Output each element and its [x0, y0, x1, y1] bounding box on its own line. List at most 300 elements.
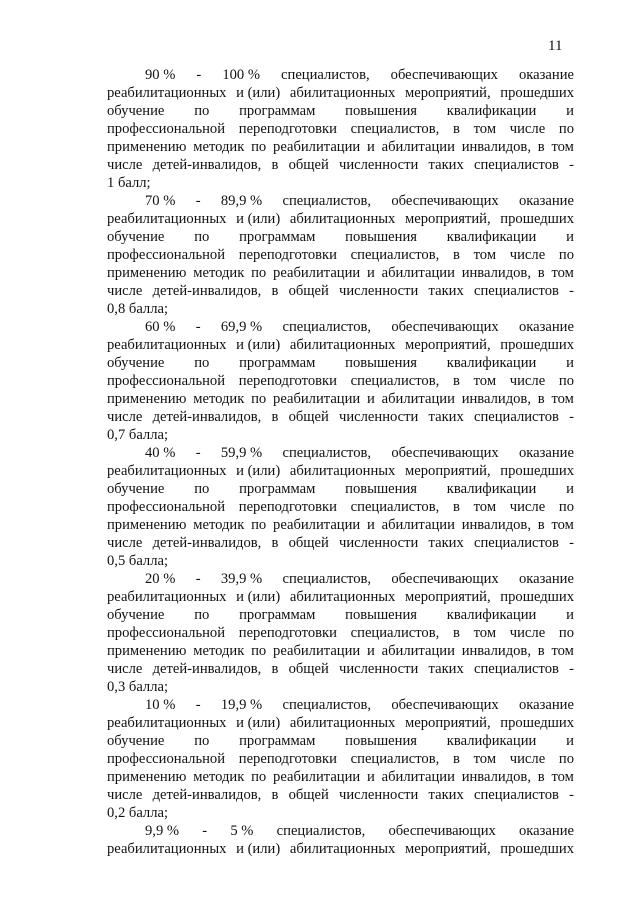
- word: реабилитационных: [107, 715, 227, 731]
- word: в: [537, 391, 545, 407]
- word: по: [558, 247, 574, 263]
- word: применению: [107, 265, 187, 281]
- word: переподготовки: [238, 247, 337, 263]
- word: по: [251, 643, 267, 659]
- word: в: [271, 409, 279, 425]
- word: профессиональной: [107, 373, 226, 389]
- word: абилитационных: [289, 715, 396, 731]
- word: -: [569, 787, 574, 803]
- word: инвалидов,: [461, 769, 531, 785]
- word: и: [367, 139, 375, 155]
- word: квалификации: [446, 355, 537, 371]
- word: численности: [339, 409, 419, 425]
- word: по: [194, 733, 210, 749]
- word: реабилитации: [273, 139, 361, 155]
- word: специалистов,: [282, 697, 372, 713]
- text-line: [107, 264, 574, 282]
- word: в: [452, 499, 460, 515]
- text-line: [107, 588, 574, 606]
- word: детей-инвалидов,: [152, 787, 262, 803]
- word: 60 %: [145, 319, 176, 335]
- word: в: [452, 121, 460, 137]
- page-number: 11: [548, 38, 563, 54]
- text-line: [107, 408, 574, 426]
- word: абилитации: [381, 517, 455, 533]
- word: и (или): [236, 841, 281, 857]
- word: по: [194, 103, 210, 119]
- text-line: [107, 462, 574, 480]
- word: и (или): [236, 337, 281, 353]
- text-line: [107, 678, 574, 696]
- word: 0,7 балла;: [107, 427, 169, 443]
- word: 9,9 %: [145, 823, 180, 839]
- word: и: [566, 103, 574, 119]
- word: обеспечивающих: [391, 445, 499, 461]
- word: 19,9 %: [220, 697, 263, 713]
- word: оказание: [518, 445, 574, 461]
- text-line: [107, 750, 574, 768]
- word: специалистов: [473, 409, 559, 425]
- word: таких: [428, 535, 464, 551]
- word: мероприятий,: [405, 85, 491, 101]
- text-line: [107, 714, 574, 732]
- word: числе: [509, 625, 546, 641]
- word: реабилитационных: [107, 85, 227, 101]
- word: общей: [288, 787, 329, 803]
- word: по: [251, 517, 267, 533]
- word: в: [271, 157, 279, 173]
- word: в: [537, 517, 545, 533]
- word: обеспечивающих: [391, 319, 499, 335]
- word: специалистов,: [350, 121, 440, 137]
- word: -: [195, 193, 201, 209]
- text-line: [107, 516, 574, 534]
- word: общей: [288, 157, 329, 173]
- word: -: [569, 535, 574, 551]
- word: инвалидов,: [461, 391, 531, 407]
- word: в: [271, 787, 279, 803]
- word: числе: [509, 499, 546, 515]
- word: обеспечивающих: [391, 697, 499, 713]
- text-line: [107, 732, 574, 750]
- text-line: [107, 138, 574, 156]
- word: -: [569, 661, 574, 677]
- word: методик: [193, 769, 245, 785]
- word: -: [569, 409, 574, 425]
- word: 20 %: [145, 571, 176, 587]
- word: -: [202, 823, 208, 839]
- word: реабилитации: [273, 643, 361, 659]
- word: обучение: [107, 103, 165, 119]
- word: мероприятий,: [405, 715, 491, 731]
- word: в: [537, 643, 545, 659]
- text-line: [107, 102, 574, 120]
- word: реабилитационных: [107, 337, 227, 353]
- word: 5 %: [230, 823, 254, 839]
- word: по: [194, 607, 210, 623]
- word: детей-инвалидов,: [152, 283, 262, 299]
- word: специалистов,: [350, 499, 440, 515]
- word: абилитационных: [289, 841, 396, 857]
- word: в: [271, 283, 279, 299]
- text-line: [107, 390, 574, 408]
- word: том: [473, 625, 497, 641]
- word: числе: [107, 535, 143, 551]
- text-line: [107, 786, 574, 804]
- word: детей-инвалидов,: [152, 535, 262, 551]
- word: в: [452, 247, 460, 263]
- text-line: [107, 768, 574, 786]
- word: обучение: [107, 733, 165, 749]
- word: методик: [193, 517, 245, 533]
- text-line: [107, 84, 574, 102]
- word: применению: [107, 139, 187, 155]
- word: прошедших: [500, 841, 574, 857]
- word: численности: [339, 787, 419, 803]
- paragraph-first-line: [145, 318, 574, 336]
- word: специалистов,: [276, 823, 366, 839]
- word: и (или): [236, 589, 281, 605]
- word: квалификации: [446, 607, 537, 623]
- word: профессиональной: [107, 751, 226, 767]
- text-line: [107, 300, 574, 318]
- word: 100 %: [222, 67, 261, 83]
- word: переподготовки: [238, 625, 337, 641]
- word: прошедших: [500, 589, 574, 605]
- word: 90 %: [145, 67, 176, 83]
- word: 89,9 %: [220, 193, 263, 209]
- paragraph-first-line: [145, 696, 574, 714]
- word: оказание: [518, 571, 574, 587]
- text-line: [107, 120, 574, 138]
- word: в: [452, 751, 460, 767]
- word: применению: [107, 643, 187, 659]
- word: числе: [509, 373, 546, 389]
- word: в: [271, 661, 279, 677]
- word: и: [566, 229, 574, 245]
- text-line: [107, 228, 574, 246]
- word: по: [558, 373, 574, 389]
- word: программам: [239, 733, 316, 749]
- word: методик: [193, 391, 245, 407]
- word: числе: [107, 661, 143, 677]
- word: реабилитации: [273, 265, 361, 281]
- word: числе: [509, 121, 546, 137]
- word: профессиональной: [107, 247, 226, 263]
- word: в: [537, 139, 545, 155]
- word: специалистов,: [350, 751, 440, 767]
- word: 70 %: [145, 193, 176, 209]
- paragraph-first-line: [145, 192, 574, 210]
- word: повышения: [345, 607, 417, 623]
- word: по: [194, 229, 210, 245]
- word: численности: [339, 661, 419, 677]
- word: программам: [239, 481, 316, 497]
- text-line: [107, 156, 574, 174]
- word: и (или): [236, 715, 281, 731]
- word: 0,8 балла;: [107, 301, 169, 317]
- word: в: [452, 625, 460, 641]
- word: программам: [239, 355, 316, 371]
- word: по: [558, 625, 574, 641]
- text-line: [107, 210, 574, 228]
- word: в: [537, 265, 545, 281]
- paragraph-first-line: [145, 570, 574, 588]
- word: переподготовки: [238, 499, 337, 515]
- word: общей: [288, 661, 329, 677]
- word: том: [551, 769, 574, 785]
- word: по: [251, 391, 267, 407]
- word: и: [566, 607, 574, 623]
- word: и: [367, 391, 375, 407]
- word: специалистов: [473, 535, 559, 551]
- word: применению: [107, 391, 187, 407]
- word: реабилитации: [273, 391, 361, 407]
- word: квалификации: [446, 229, 537, 245]
- text-line: [107, 840, 574, 858]
- word: обеспечивающих: [391, 571, 499, 587]
- word: методик: [193, 643, 245, 659]
- text-line: [107, 354, 574, 372]
- word: специалистов,: [282, 445, 372, 461]
- word: профессиональной: [107, 499, 226, 515]
- paragraph-first-line: [145, 822, 574, 840]
- word: программам: [239, 229, 316, 245]
- word: прошедших: [500, 337, 574, 353]
- word: обучение: [107, 229, 165, 245]
- word: том: [551, 391, 574, 407]
- word: таких: [428, 661, 464, 677]
- word: том: [473, 373, 497, 389]
- word: том: [473, 499, 497, 515]
- word: числе: [107, 283, 143, 299]
- word: специалистов,: [282, 193, 372, 209]
- word: абилитационных: [289, 85, 396, 101]
- paragraph-first-line: [145, 66, 574, 84]
- word: специалистов,: [350, 373, 440, 389]
- word: численности: [339, 157, 419, 173]
- word: и: [367, 769, 375, 785]
- word: оказание: [519, 823, 574, 839]
- word: -: [195, 445, 201, 461]
- word: 0,2 балла;: [107, 805, 169, 821]
- word: повышения: [345, 355, 417, 371]
- word: -: [195, 571, 201, 587]
- word: таких: [428, 157, 464, 173]
- text-line: [107, 624, 574, 642]
- word: и (или): [236, 463, 281, 479]
- word: общей: [288, 409, 329, 425]
- text-line: [107, 174, 574, 192]
- word: мероприятий,: [405, 463, 491, 479]
- word: применению: [107, 517, 187, 533]
- text-line: [107, 336, 574, 354]
- word: в: [452, 373, 460, 389]
- word: по: [251, 265, 267, 281]
- text-line: [107, 498, 574, 516]
- word: реабилитации: [273, 769, 361, 785]
- word: абилитационных: [289, 589, 396, 605]
- text-line: [107, 372, 574, 390]
- word: прошедших: [500, 715, 574, 731]
- word: абилитации: [381, 769, 455, 785]
- word: по: [194, 355, 210, 371]
- word: по: [558, 121, 574, 137]
- paragraph-first-line: [145, 444, 574, 462]
- word: обеспечивающих: [388, 823, 496, 839]
- text-line: [107, 660, 574, 678]
- word: квалификации: [446, 481, 537, 497]
- word: 40 %: [145, 445, 176, 461]
- word: 10 %: [145, 697, 176, 713]
- word: обучение: [107, 481, 165, 497]
- word: 0,3 балла;: [107, 679, 169, 695]
- word: абилитационных: [289, 337, 396, 353]
- word: 59,9 %: [220, 445, 263, 461]
- word: повышения: [345, 103, 417, 119]
- text-line: [107, 480, 574, 498]
- word: инвалидов,: [461, 517, 531, 533]
- word: реабилитационных: [107, 841, 227, 857]
- word: квалификации: [446, 733, 537, 749]
- word: применению: [107, 769, 187, 785]
- word: прошедших: [500, 85, 574, 101]
- word: численности: [339, 535, 419, 551]
- word: числе: [509, 751, 546, 767]
- word: -: [196, 67, 202, 83]
- word: абилитации: [381, 139, 455, 155]
- word: обучение: [107, 355, 165, 371]
- word: таких: [428, 283, 464, 299]
- word: специалистов: [473, 661, 559, 677]
- word: и: [367, 517, 375, 533]
- word: 1 балл;: [107, 175, 151, 191]
- word: численности: [339, 283, 419, 299]
- word: общей: [288, 283, 329, 299]
- word: профессиональной: [107, 625, 226, 641]
- word: профессиональной: [107, 121, 226, 137]
- word: таких: [428, 787, 464, 803]
- word: и: [566, 733, 574, 749]
- word: -: [195, 319, 201, 335]
- word: по: [194, 481, 210, 497]
- word: том: [551, 517, 574, 533]
- word: абилитации: [381, 265, 455, 281]
- word: том: [551, 139, 574, 155]
- word: числе: [107, 409, 143, 425]
- word: по: [251, 139, 267, 155]
- word: повышения: [345, 481, 417, 497]
- word: 69,9 %: [220, 319, 263, 335]
- word: прошедших: [500, 211, 574, 227]
- word: в: [271, 535, 279, 551]
- word: повышения: [345, 229, 417, 245]
- word: инвалидов,: [461, 139, 531, 155]
- word: оказание: [519, 67, 574, 83]
- word: обеспечивающих: [390, 67, 498, 83]
- word: числе: [509, 247, 546, 263]
- word: специалистов,: [281, 67, 370, 83]
- word: детей-инвалидов,: [152, 157, 262, 173]
- text-line: [107, 246, 574, 264]
- word: -: [195, 697, 201, 713]
- word: специалистов,: [350, 625, 440, 641]
- word: реабилитационных: [107, 211, 227, 227]
- word: специалистов,: [350, 247, 440, 263]
- text-line: [107, 552, 574, 570]
- word: обучение: [107, 607, 165, 623]
- text-line: [107, 642, 574, 660]
- word: -: [569, 283, 574, 299]
- word: оказание: [518, 697, 574, 713]
- word: квалификации: [446, 103, 537, 119]
- word: методик: [193, 139, 245, 155]
- word: и: [566, 355, 574, 371]
- text-line: [107, 282, 574, 300]
- word: обеспечивающих: [391, 193, 499, 209]
- word: инвалидов,: [461, 643, 531, 659]
- word: абилитации: [381, 391, 455, 407]
- word: повышения: [345, 733, 417, 749]
- word: по: [558, 751, 574, 767]
- word: и (или): [236, 85, 281, 101]
- word: таких: [428, 409, 464, 425]
- word: том: [473, 247, 497, 263]
- word: абилитационных: [289, 463, 396, 479]
- word: и: [367, 643, 375, 659]
- word: абилитации: [381, 643, 455, 659]
- word: мероприятий,: [405, 589, 491, 605]
- word: прошедших: [500, 463, 574, 479]
- word: специалистов,: [282, 319, 372, 335]
- word: программам: [239, 607, 316, 623]
- word: том: [473, 751, 497, 767]
- word: абилитационных: [289, 211, 396, 227]
- word: и (или): [236, 211, 281, 227]
- text-line: [107, 426, 574, 444]
- word: том: [551, 643, 574, 659]
- word: общей: [288, 535, 329, 551]
- word: оказание: [518, 319, 574, 335]
- text-line: [107, 804, 574, 822]
- word: и: [566, 481, 574, 497]
- word: реабилитации: [273, 517, 361, 533]
- word: числе: [107, 787, 143, 803]
- word: по: [251, 769, 267, 785]
- word: в: [537, 769, 545, 785]
- word: переподготовки: [238, 751, 337, 767]
- word: мероприятий,: [405, 211, 491, 227]
- word: том: [473, 121, 497, 137]
- word: специалистов: [473, 787, 559, 803]
- word: оказание: [518, 193, 574, 209]
- text-line: [107, 606, 574, 624]
- text-line: [107, 534, 574, 552]
- word: по: [558, 499, 574, 515]
- word: переподготовки: [238, 373, 337, 389]
- word: детей-инвалидов,: [152, 661, 262, 677]
- word: том: [551, 265, 574, 281]
- word: и: [367, 265, 375, 281]
- word: детей-инвалидов,: [152, 409, 262, 425]
- word: методик: [193, 265, 245, 281]
- word: специалистов: [473, 157, 559, 173]
- word: инвалидов,: [461, 265, 531, 281]
- word: 39,9 %: [220, 571, 263, 587]
- word: -: [569, 157, 574, 173]
- word: реабилитационных: [107, 589, 227, 605]
- word: специалистов,: [282, 571, 372, 587]
